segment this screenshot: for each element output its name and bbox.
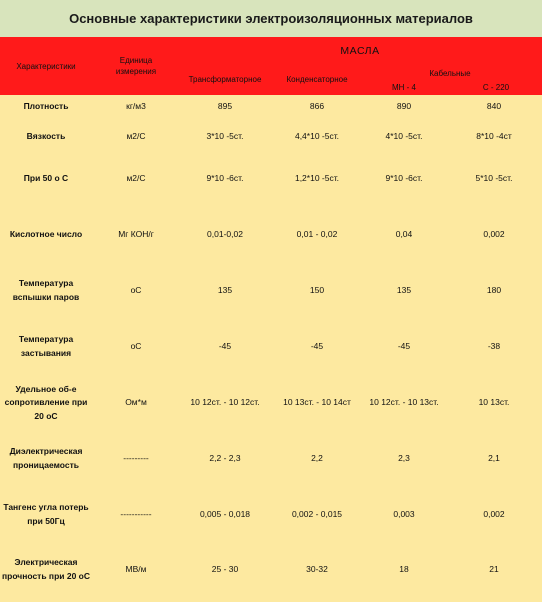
value-cell: 30-32 [306, 564, 328, 575]
row-label: Температура вспышки паров [12, 278, 80, 302]
value-cell: 135 [396, 285, 412, 296]
header-transformer: Трансформаторное [188, 74, 262, 84]
value-cell: 895 [217, 101, 233, 112]
value-cell: -45 [218, 341, 232, 352]
row-label: Плотность [23, 101, 69, 112]
value-cell: 4,4*10 -5ст. [294, 131, 340, 142]
value-cell: 0,002 [483, 509, 505, 520]
value-cell: 150 [309, 285, 325, 296]
unit-cell: ----------- [120, 509, 152, 520]
value-cell: 9*10 -6ст. [385, 173, 423, 184]
row-label: Тангенс угла потерь при 50Гц [3, 502, 89, 526]
row-label: Кислотное число [9, 229, 83, 240]
value-cell: 4*10 -5ст. [385, 131, 423, 142]
value-cell: 0,003 [393, 509, 415, 520]
value-cell: -45 [310, 341, 324, 352]
value-cell: 0,002 - 0,015 [291, 509, 343, 520]
value-cell: 0,01 - 0,02 [296, 229, 338, 240]
value-cell: 2,2 [311, 453, 323, 464]
value-cell: 0,01-0,02 [207, 229, 243, 240]
header-mn4: МН - 4 [392, 82, 416, 92]
unit-cell: кг/м3 [126, 101, 146, 112]
row-label: Диэлектрическая проницаемость [9, 446, 83, 470]
header-cable: Кабельные [429, 68, 471, 78]
value-cell: 840 [486, 101, 502, 112]
unit-cell: Ом*м [125, 397, 147, 408]
value-cell: 5*10 -5ст. [475, 173, 513, 184]
value-cell: 890 [396, 101, 412, 112]
value-cell: 10 13ст. [478, 397, 510, 408]
row-label: Электрическая прочность при 20 оС [2, 557, 90, 581]
value-cell: 866 [309, 101, 325, 112]
header-oils: МАСЛА [340, 44, 380, 57]
value-cell: -38 [487, 341, 501, 352]
row-label: При 50 о С [23, 173, 69, 184]
value-cell: 3*10 -5ст. [206, 131, 244, 142]
value-cell: 9*10 -6ст. [206, 173, 244, 184]
unit-cell: МВ/м [125, 564, 147, 575]
value-cell: 2,2 - 2,3 [209, 453, 241, 464]
unit-cell: --------- [123, 453, 149, 464]
value-cell: 21 [489, 564, 499, 575]
value-cell: 8*10 -4ст [476, 131, 512, 142]
value-cell: 10 13ст. - 10 14ст [283, 397, 351, 408]
row-label: Температура застывания [18, 334, 74, 358]
unit-cell: м2/С [126, 173, 146, 184]
value-cell: 2,1 [488, 453, 500, 464]
value-cell: 2,3 [398, 453, 410, 464]
header-s220: С - 220 [482, 82, 510, 92]
row-label: Удельное об-е сопротивление при 20 оС [4, 383, 88, 421]
table-title: Основные характеристики электроизоляционных материалов [0, 0, 542, 38]
value-cell: 1,2*10 -5ст. [294, 173, 340, 184]
header-condenser: Конденсаторное [286, 74, 348, 84]
unit-cell: Мг КОН/г [118, 229, 154, 240]
value-cell: 0,005 - 0,018 [199, 509, 251, 520]
unit-cell: м2/С [126, 131, 146, 142]
unit-cell: оС [130, 285, 142, 296]
unit-cell: оС [130, 341, 142, 352]
value-cell: 135 [217, 285, 233, 296]
value-cell: 180 [486, 285, 502, 296]
value-cell: 18 [399, 564, 409, 575]
value-cell: 25 - 30 [211, 564, 239, 575]
value-cell: 10 12ст. - 10 13ст. [369, 397, 439, 408]
value-cell: -45 [397, 341, 411, 352]
value-cell: 0,04 [395, 229, 413, 240]
header-unit: Единица измерения [115, 56, 157, 76]
value-cell: 0,002 [483, 229, 505, 240]
row-label: Вязкость [26, 131, 66, 142]
value-cell: 10 12ст. - 10 12ст. [190, 397, 260, 408]
header-characteristics: Характеристики [16, 61, 76, 71]
